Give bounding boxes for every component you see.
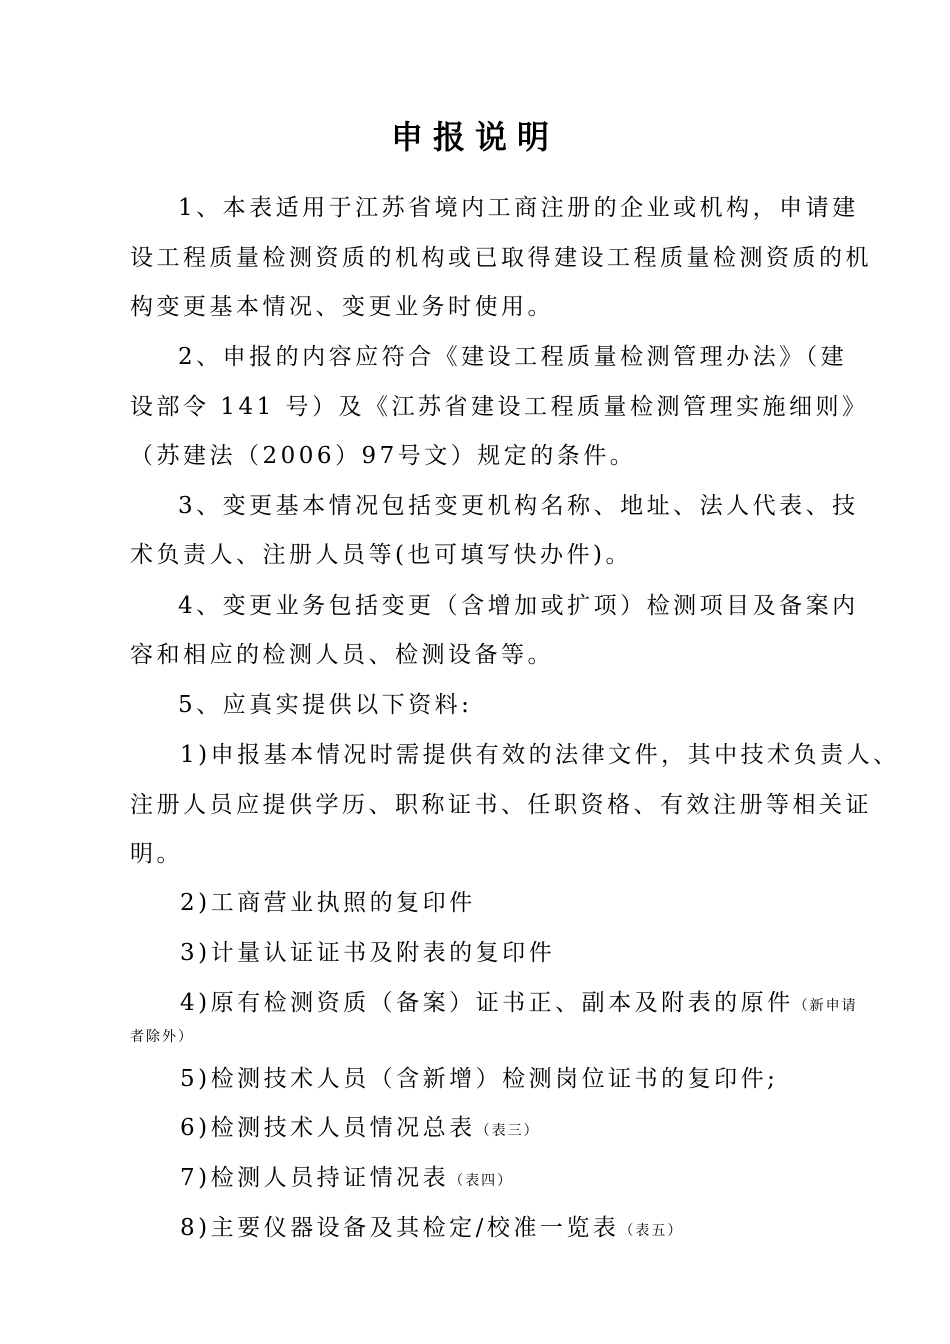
item-2-line-3: （苏建法（2006）97号文）规定的条件。 (130, 443, 637, 469)
sub-item-1-line-1: 1)申报基本情况时需提供有效的法律文件，其中技术负责人、 (180, 742, 900, 768)
sub-item-1-line-3: 明。 (130, 841, 183, 867)
sub-item-4-note: （新申请 (793, 998, 858, 1014)
sub-item-1-line-2: 注册人员应提供学历、职称证书、任职资格、有效注册等相关证 (130, 792, 872, 818)
sub-item-5: 5)检测技术人员（含新增）检测岗位证书的复印件; (180, 1066, 779, 1092)
item-2-line-2: 设部令 141 号）及《江苏省建设工程质量检测管理实施细则》 (130, 394, 869, 420)
item-3-line-1: 3、变更基本情况包括变更机构名称、地址、法人代表、技 (178, 493, 859, 519)
sub-item-8-text: 8)主要仪器设备及其检定/校准一览表 (180, 1215, 620, 1241)
sub-item-8 (180, 1213, 683, 1246)
sub-item-6-text: 6)检测技术人员情况总表 (180, 1115, 476, 1141)
item-1-line-3: 构变更基本情况、变更业务时使用。 (130, 294, 554, 320)
sub-item-3: 3)计量认证证书及附表的复印件 (180, 940, 556, 966)
sub-item-7-note: （表四） (449, 1173, 514, 1189)
sub-item-2: 2)工商营业执照的复印件 (180, 890, 476, 916)
sub-item-8-note: （表五） (619, 1223, 684, 1239)
item-1-line-1: 1、本表适用于江苏省境内工商注册的企业或机构，申请建 (178, 195, 859, 221)
page-title: 申报说明 (390, 118, 559, 156)
sub-item-6 (180, 1113, 540, 1146)
item-4-line-2: 容和相应的检测人员、检测设备等。 (130, 642, 554, 668)
item-4-line-1: 4、变更业务包括变更（含增加或扩项）检测项目及备案内 (178, 593, 859, 619)
item-1-line-2: 设工程质量检测资质的机构或已取得建设工程质量检测资质的机 (130, 245, 872, 271)
sub-item-4-text: 4)原有检测资质（备案）证书正、副本及附表的原件 (180, 990, 794, 1016)
item-2-line-1: 2、申报的内容应符合《建设工程质量检测管理办法》（建 (178, 344, 848, 370)
sub-item-4-note-cont: 者除外） (130, 1029, 194, 1045)
sub-item-4 (180, 988, 858, 1021)
item-3-line-2: 术负责人、注册人员等(也可填写快办件)。 (130, 542, 632, 568)
item-5: 5、应真实提供以下资料: (178, 692, 473, 718)
sub-item-6-note: （表三） (475, 1123, 540, 1139)
sub-item-7-text: 7)检测人员持证情况表 (180, 1165, 450, 1191)
sub-item-7 (180, 1163, 513, 1196)
